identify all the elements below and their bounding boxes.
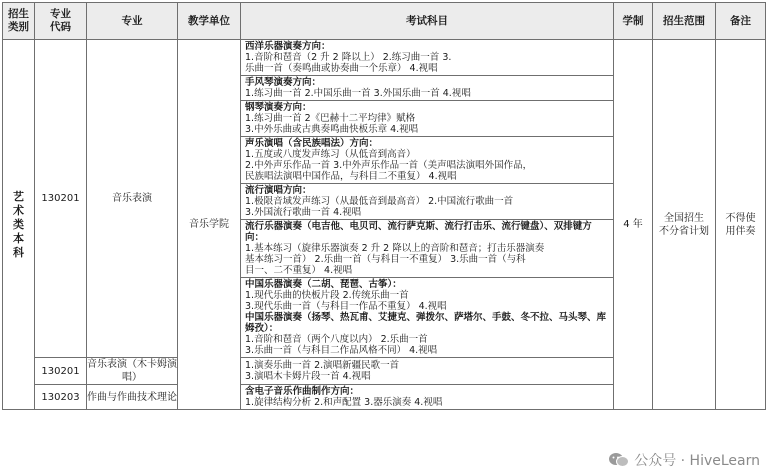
subject-line: 3.演唱木卡姆片段一首 4.视唱 bbox=[245, 371, 371, 382]
subject-line: 3.中外乐曲或古典奏鸣曲快板乐章 4.视唱 bbox=[245, 124, 419, 135]
subject-line: 基本练习一首） 2.乐曲一首（与科目一不重复） 3.乐曲一首（与科 bbox=[245, 254, 526, 265]
subject-title: 流行乐器演奏（电吉他、电贝司、流行萨克斯、流行打击乐、流行键盘）、双排键方向： bbox=[245, 221, 592, 243]
subject-line: 1.极限音域发声练习（从最低音到最高音） 2.中国流行歌曲一首 bbox=[245, 196, 514, 207]
subject-title: 中国乐器演奏（二胡、琵琶、古筝）： bbox=[245, 279, 402, 290]
major-cell: 作曲与作曲技术理论 bbox=[87, 385, 178, 410]
notes-cell: 不得使 用伴奏 bbox=[716, 40, 766, 410]
subject-line: 民族唱法演唱中国作品，与科目二不重复） 4.视唱 bbox=[245, 171, 457, 182]
subject-title: 钢琴演奏方向： bbox=[245, 102, 312, 113]
table-row bbox=[3, 40, 766, 358]
subject-section bbox=[241, 100, 613, 136]
watermark-text: 公众号 · HiveLearn bbox=[634, 453, 760, 469]
subject-line: 2.中外声乐作品一首 3.中外声乐作品一首（美声唱法演唱外国作品， bbox=[245, 160, 533, 171]
unit-cell: 音乐学院 bbox=[178, 40, 241, 410]
subject-line: 1.演奏乐曲一首 2.演唱新疆民歌一首 bbox=[245, 360, 400, 371]
scope-cell: 全国招生 不分省计划 bbox=[653, 40, 716, 410]
subject-line: 3.乐曲一首（与科目二作品风格不同） 4.视唱 bbox=[245, 345, 438, 356]
subjects-list bbox=[241, 40, 613, 357]
subject-line: 1.五度或八度发声练习（从低音到高音） bbox=[245, 149, 416, 160]
header-category: 招生 类别 bbox=[3, 3, 35, 40]
admissions-table bbox=[2, 2, 766, 410]
subject-line: 3.现代乐曲一首（与科目一作品不重复） 4.视唱 bbox=[245, 301, 447, 312]
subject-title: 手风琴演奏方向： bbox=[245, 77, 322, 88]
header-duration: 学制 bbox=[614, 3, 653, 40]
category-cell: 艺 术 类 本 科 bbox=[3, 40, 35, 410]
code-cell: 130201 bbox=[35, 40, 87, 358]
header-code: 专业 代码 bbox=[35, 3, 87, 40]
header-subjects: 考试科目 bbox=[241, 3, 614, 40]
watermark bbox=[608, 450, 760, 470]
subject-section bbox=[241, 219, 613, 277]
code-cell: 130203 bbox=[35, 385, 87, 410]
subject-line: 乐曲一首（奏鸣曲或协奏曲一个乐章） 4.视唱 bbox=[245, 63, 438, 74]
subject-section bbox=[241, 40, 613, 75]
subject-section bbox=[241, 136, 613, 183]
duration-cell: 4 年 bbox=[614, 40, 653, 410]
subject-line: 1.基本练习（旋律乐器演奏 2 升 2 降以上的音阶和琶音；打击乐器演奏 bbox=[245, 243, 545, 254]
major-cell: 音乐表演 bbox=[87, 40, 178, 358]
subjects-cell bbox=[241, 40, 614, 358]
subject-title: 声乐演唱（含民族唱法）方向： bbox=[245, 138, 379, 149]
header-notes: 备注 bbox=[716, 3, 766, 40]
subject-line: 1.练习曲一首 2《巴赫十二平均律》赋格 bbox=[245, 113, 416, 124]
subject-line: 3.外国流行歌曲一首 4.视唱 bbox=[245, 207, 362, 218]
wechat-icon bbox=[608, 452, 630, 468]
subject-title: 中国乐器演奏（扬琴、热瓦甫、艾捷克、弹拨尔、萨塔尔、手鼓、冬不拉、马头琴、库姆孜）： bbox=[245, 312, 607, 334]
header-row bbox=[3, 3, 766, 40]
header-unit: 教学单位 bbox=[178, 3, 241, 40]
subject-line: 1.音阶和琶音（2 升 2 降以上） 2.练习曲一首 3. bbox=[245, 52, 452, 63]
subject-line: 目一、二不重复） 4.视唱 bbox=[245, 265, 353, 276]
subject-line: 1.现代乐曲的快板片段 2.传统乐曲一首 bbox=[245, 290, 409, 301]
subject-section bbox=[241, 183, 613, 219]
subject-line: 1.练习曲一首 2.中国乐曲一首 3.外国乐曲一首 4.视唱 bbox=[245, 88, 471, 99]
subjects-cell bbox=[241, 385, 614, 410]
subject-title: 西洋乐器演奏方向： bbox=[245, 41, 331, 52]
subject-line: 1.旋律结构分析 2.和声配置 3.器乐演奏 4.视唱 bbox=[245, 397, 443, 408]
subject-section bbox=[241, 277, 613, 357]
subject-title: 含电子音乐作曲制作方向： bbox=[245, 386, 360, 397]
subject-line: 1.音阶和琶音（两个八度以内） 2.乐曲一首 bbox=[245, 334, 428, 345]
header-major: 专业 bbox=[87, 3, 178, 40]
major-cell: 音乐表演（木卡姆演唱） bbox=[87, 359, 177, 383]
subject-title: 流行演唱方向： bbox=[245, 185, 312, 196]
subject-section bbox=[241, 75, 613, 100]
subjects-cell bbox=[241, 358, 614, 385]
code-cell: 130201 bbox=[35, 358, 87, 385]
header-scope: 招生范围 bbox=[653, 3, 716, 40]
